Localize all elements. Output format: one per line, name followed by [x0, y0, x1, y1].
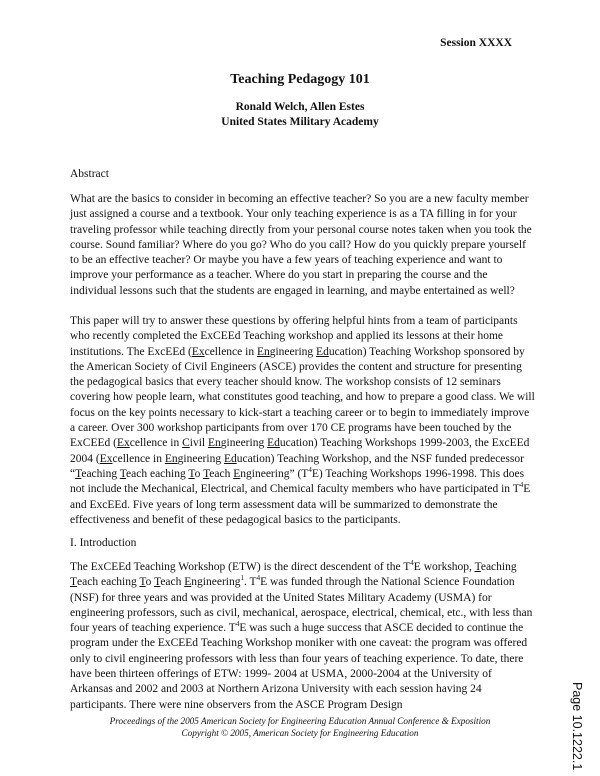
introduction-paragraph-1: [70, 560, 535, 713]
session-label: Session XXXX: [440, 37, 512, 49]
affiliation: United States Military Academy: [221, 116, 379, 128]
footer-proceedings: Proceedings of the 2005 American Society for Engineering Education Annual Conference & Exposition: [109, 716, 491, 726]
introduction-heading: I. Introduction: [70, 537, 137, 549]
abstract-text-1: What are the basics to consider in becoming an effective teacher? So you are a new faculty member just assigned a course and a textbook. Your only teaching experience is as a TA filling in for your traveling professor while teaching directly from your personal course notes taken when you took the course. Sound familiar? Where do you go? Who do you call? How do you quickly prepare yourself to be an effective teacher? Or maybe you have a few years of teaching experience and want to improve your performance as a teacher. Where do you start in preparing the course and the individual lessons such that the students are engaged in learning, and maybe entertained as well?: [70, 193, 532, 297]
footer-copyright: Copyright © 2005, American Society for Engineering Education: [181, 727, 419, 738]
abstract-text-2: This paper will try to answer these questions by offering helpful hints from a team of participants who recently completed the ExCEEd Teaching workshop and applied its lessons at their home institutions. The ExcEEd (Excellence in Engineering Education) Teaching Workshop sponsored by the American Society of Civil Engineers (ASCE) provides the content and structure for presenting the pedagogical basics that every teacher should know. The workshop consists of 12 seminars covering how people learn, what constitutes good teaching, and how to prepare a good class. We will focus on the key points necessary to kick-start a teaching career or to begin to immediately improve a career. Over 300 workshop participants from over 170 CE programs have been touched by the ExCEEd (Excellence in Civil Engineering Education) Teaching Workshops 1999-2003, the ExcEEd 2004 (Excellence in Engineering Education) Teaching Workshop, and the NSF funded predecessor “Teaching Teach eaching To Teach Engineering” $(T^4E)$ Teaching Workshops 1996-1998. This does not include the Mechanical, Electrical, and Chemical faculty members who have participated in $T^4E$ and ExcEEd. Five years of long term assessment data will be summarized to demonstrate the effectiveness and benefit of these pedagogical basics to the participants.: [70, 315, 535, 526]
paper-title: Teaching Pedagogy 101: [230, 72, 370, 87]
abstract-paragraph-2: [70, 314, 535, 528]
page-footer: [0, 716, 600, 739]
authors: Ronald Welch, Allen Estes: [235, 101, 365, 113]
introduction-text-1: The ExCEEd Teaching Workshop (ETW) is the direct descendent of the $T^4E$ workshop, Teaching Teach eaching To Teach Engineering$^1$. $T^4E$ was funded through the National Science Foundation (NSF) for three years and was provided at the United States Military Academy (USMA) for engineering professors, such as civil, mechanical, aerospace, electrical, chemical, etc., with less than four years of teaching experience. $T^4E$ was such a huge success that ASCE decided to continue the program under the ExCEEd Teaching Workshop moniker with one caveat: the program was offered only to civil engineering professors with less than four years of teaching experience. To date, there have been thirteen offerings of ETW: 1999- 2004 at USMA, 2000-2004 at the University of Arkansas and 2002 and 2003 at Northern Arizona University with each session having 24 participants. There were nine observers from the ASCE Program Design: [70, 559, 533, 711]
abstract-heading: Abstract: [70, 168, 109, 180]
author-block: [0, 100, 600, 130]
page-number: Page 10.1222.1: [570, 682, 584, 771]
abstract-paragraph-1: [70, 192, 535, 299]
